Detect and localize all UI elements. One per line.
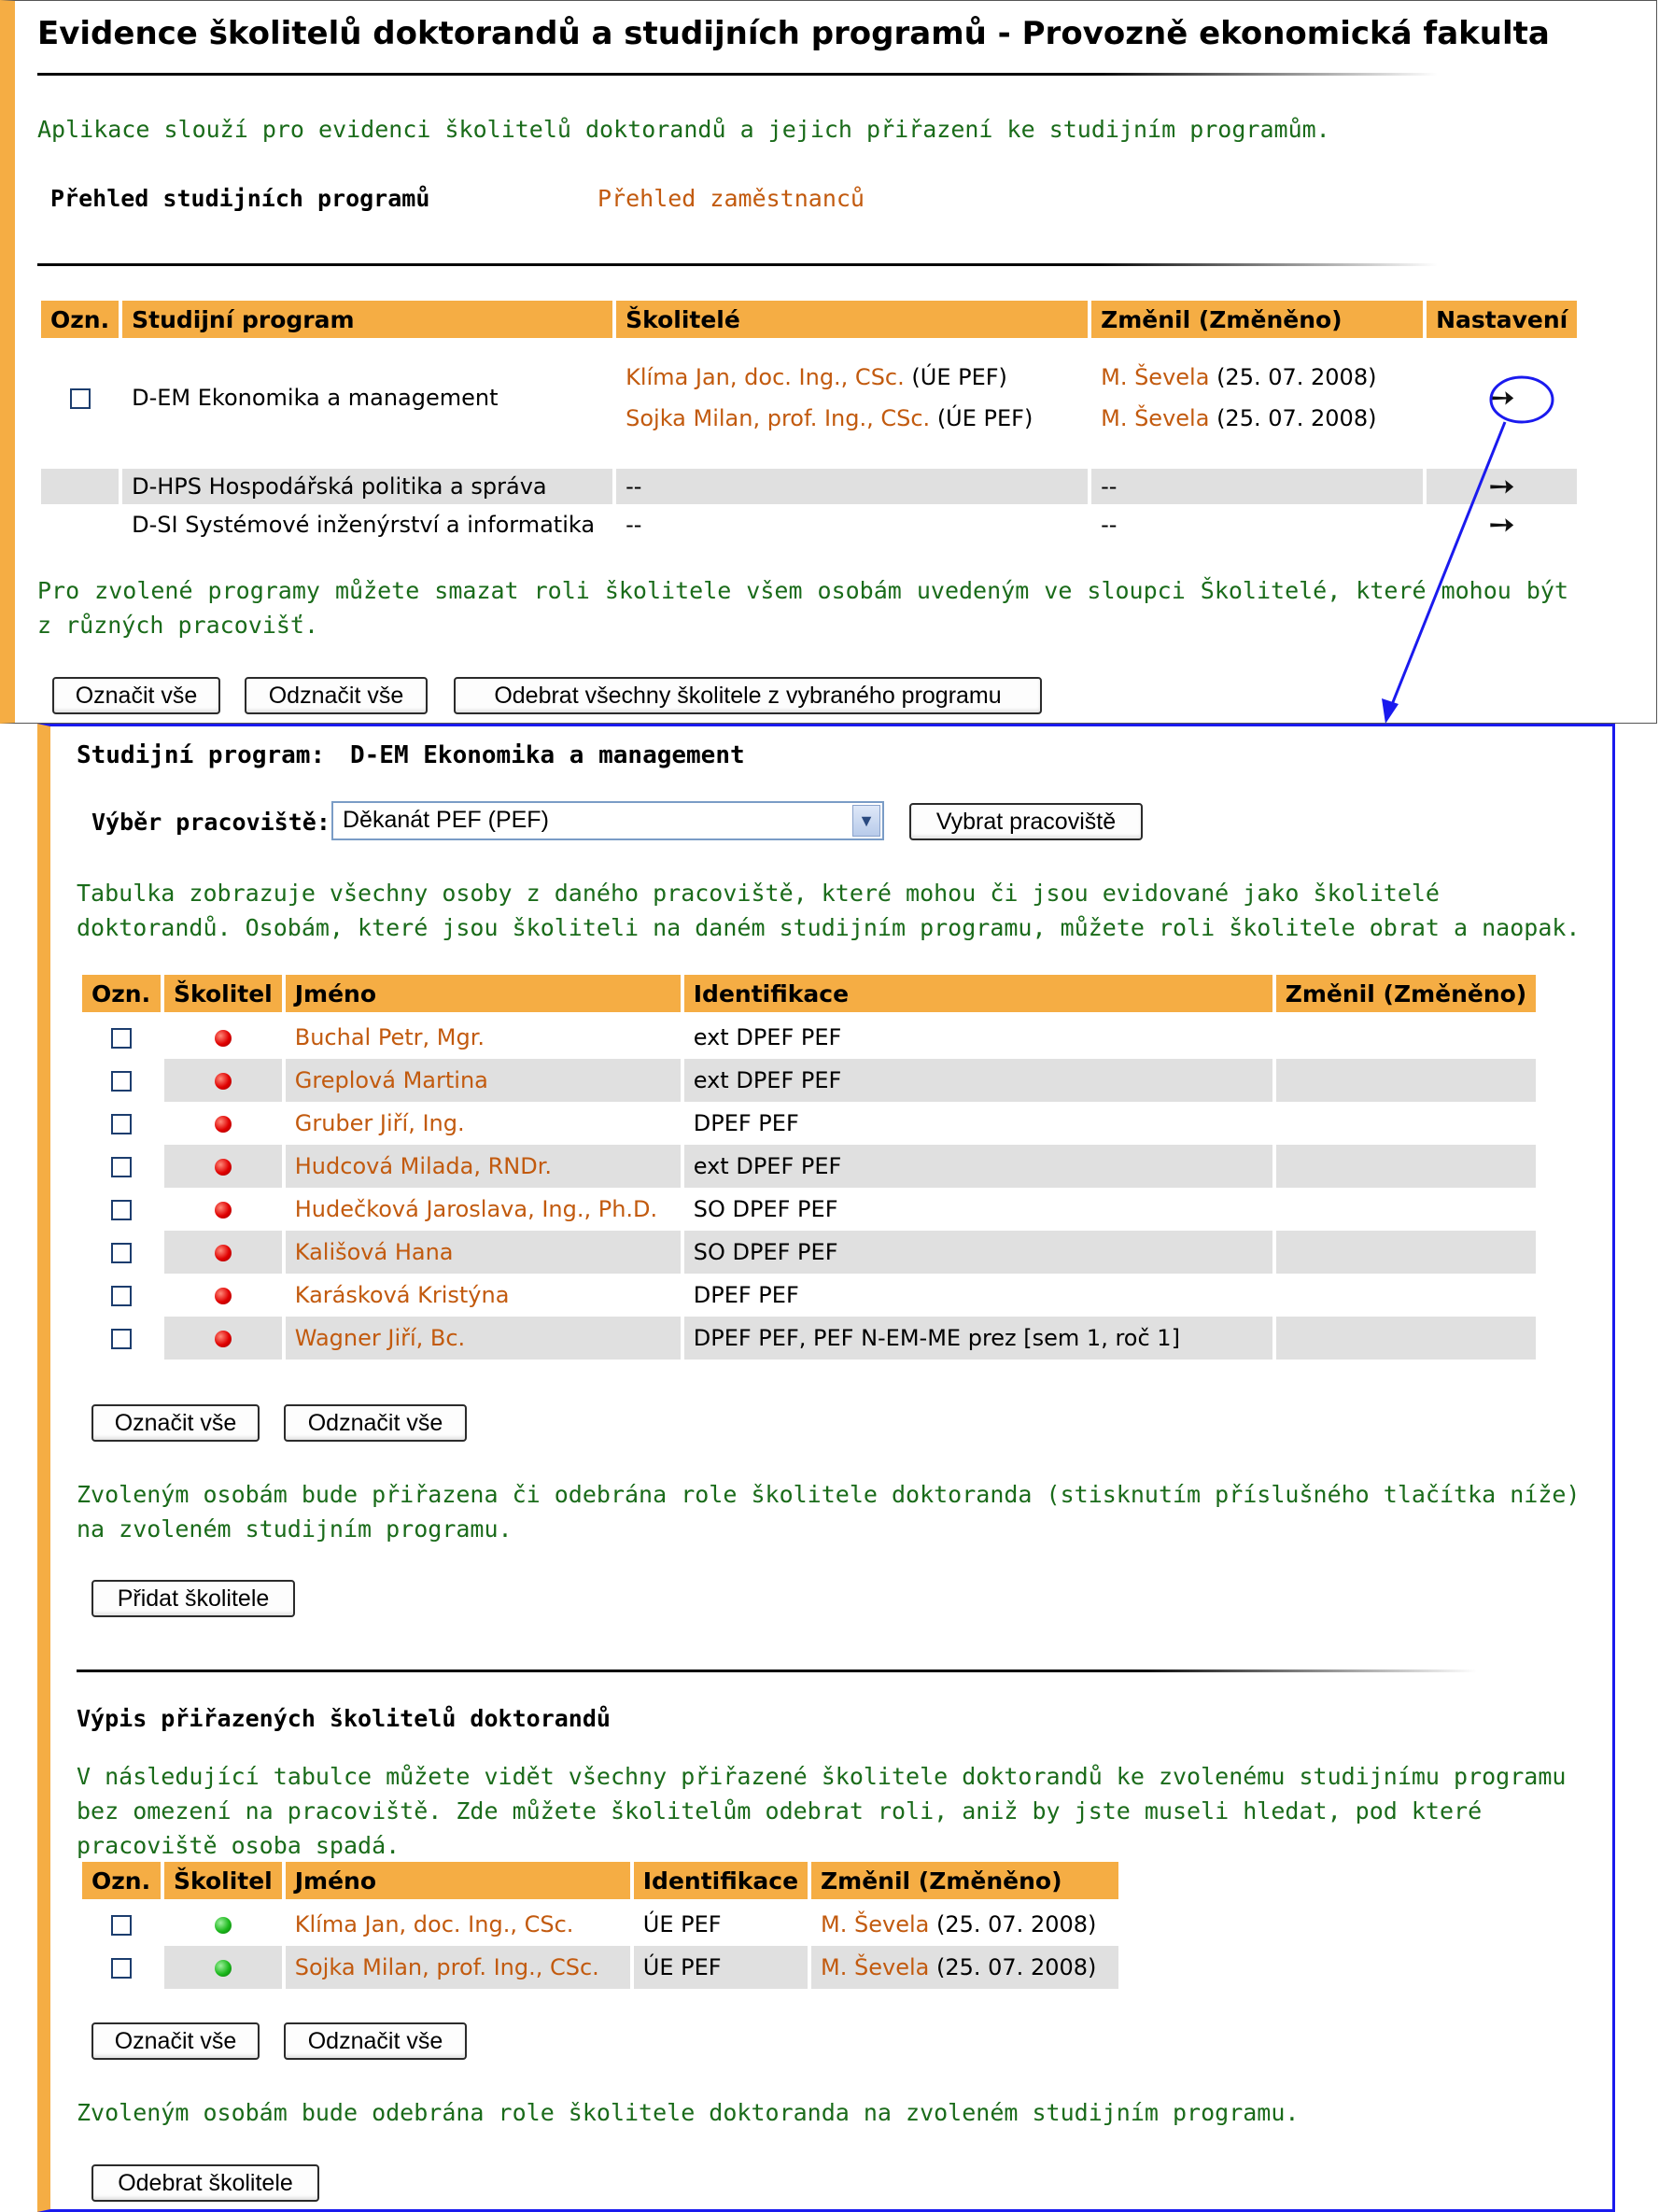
person-changed — [1276, 1059, 1536, 1102]
changed-by-link[interactable]: M. Ševela — [821, 1954, 930, 1980]
assigned-name-link[interactable]: Klíma Jan, doc. Ing., CSc. — [294, 1911, 574, 1937]
assigned-note: V následující tabulce můžete vidět všechny přiřazené školitele doktorandů ke zvolenému studijnímu programu bez omezení na pracoviště. Zde můžete školitelům odebrat roli, aniž by jste museli hledat, pod které pracoviště osoba spadá. — [77, 1763, 1567, 1859]
col-supervisors: Školitelé — [616, 301, 1088, 342]
remove-supervisor-button[interactable]: Odebrat školitele — [91, 2164, 319, 2202]
table-row — [82, 1946, 1118, 1989]
intro-text: Aplikace slouží pro evidenci školitelů doktorandů a jejich přiřazení ke studijním programům. — [37, 116, 1330, 143]
check-all-button[interactable]: Označit vše — [52, 677, 220, 714]
col-identification: Identifikace — [684, 975, 1272, 1016]
col-supervisor-status: Školitel — [164, 1862, 282, 1903]
person-name-link[interactable]: Gruber Jiří, Ing. — [294, 1110, 465, 1136]
changed-at: (25. 07. 2008) — [1216, 405, 1377, 431]
col-changed: Změnil (Změněno) — [1276, 975, 1536, 1016]
supervisor-unit: (ÚE PEF) — [911, 364, 1007, 390]
col-changed: Změnil (Změněno) — [1091, 301, 1423, 342]
person-name-link[interactable]: Buchal Petr, Mgr. — [294, 1024, 485, 1050]
person-checkbox[interactable] — [111, 1329, 132, 1349]
supervisors-empty: -- — [616, 469, 1088, 504]
person-changed — [1276, 1145, 1536, 1188]
settings-arrow-icon[interactable]: ➙ — [1488, 468, 1515, 505]
programs-note: Pro zvolené programy můžete smazat roli školitele všem osobám uvedeným ve sloupci Školitelé, které mohou být z různých pracovišť. — [37, 577, 1568, 639]
person-identification: SO DPEF PEF — [684, 1231, 1272, 1274]
table-row — [82, 1274, 1536, 1317]
nav-programs: Přehled studijních programů — [50, 185, 430, 212]
not-supervisor-status-icon — [215, 1073, 232, 1090]
person-name-link[interactable]: Hudečková Jaroslava, Ing., Ph.D. — [294, 1196, 658, 1222]
table-row — [82, 1059, 1536, 1102]
person-changed — [1276, 1274, 1536, 1317]
workplace-select-value: Děkanát PEF (PEF) — [343, 807, 549, 833]
person-checkbox[interactable] — [111, 1200, 132, 1220]
table-row — [82, 1188, 1536, 1231]
col-program: Studijní program — [122, 301, 612, 342]
person-checkbox[interactable] — [111, 1114, 132, 1134]
not-supervisor-status-icon — [215, 1331, 232, 1347]
supervisor-link[interactable]: Sojka Milan, prof. Ing., CSc. — [626, 405, 931, 431]
person-checkbox[interactable] — [111, 1071, 132, 1092]
person-name-link[interactable]: Wagner Jiří, Bc. — [294, 1325, 466, 1351]
col-mark: Ozn. — [41, 301, 119, 342]
settings-arrow-icon[interactable]: ➙ — [1488, 379, 1515, 416]
changed-at: (25. 07. 2008) — [935, 1911, 1097, 1937]
not-supervisor-status-icon — [215, 1159, 232, 1176]
person-name-link[interactable]: Karásková Kristýna — [294, 1282, 510, 1308]
nav-employees-link[interactable]: Přehled zaměstnanců — [598, 185, 865, 212]
program-name: D-HPS Hospodářská politika a správa — [122, 469, 612, 504]
changed-at: (25. 07. 2008) — [935, 1954, 1097, 1980]
is-supervisor-status-icon — [215, 1917, 232, 1934]
section-divider — [77, 1670, 1477, 1672]
col-supervisor-status: Školitel — [164, 975, 282, 1016]
workplace-select[interactable] — [331, 801, 884, 840]
table-row — [82, 1903, 1118, 1946]
person-identification: ext DPEF PEF — [684, 1059, 1272, 1102]
uncheck-all-assigned-button[interactable]: Odznačit vše — [284, 2022, 467, 2060]
person-identification: SO DPEF PEF — [693, 1196, 838, 1222]
check-all-people-button[interactable]: Označit vše — [91, 1404, 260, 1442]
person-name-link[interactable]: Greplová Martina — [294, 1067, 488, 1093]
not-supervisor-status-icon — [215, 1116, 232, 1133]
detail-program-label: Studijní program: — [77, 741, 326, 769]
changed-by-link[interactable]: M. Ševela — [1101, 405, 1210, 431]
assigned-section-title: Výpis přiřazených školitelů doktorandů — [77, 1705, 611, 1732]
col-name: Jméno — [286, 1862, 630, 1903]
callout-circle — [1491, 377, 1553, 422]
person-changed — [1276, 1102, 1536, 1145]
person-identification: ext DPEF PEF — [684, 1145, 1272, 1188]
callout-line — [1389, 422, 1505, 712]
assigned-identification: ÚE PEF — [642, 1911, 722, 1937]
page-title: Evidence školitelů doktorandů a studijních programů - Provozně ekonomická fakulta — [37, 15, 1550, 52]
settings-arrow-icon[interactable]: ➙ — [1488, 506, 1515, 543]
person-changed — [1276, 1188, 1536, 1231]
person-checkbox[interactable] — [111, 1157, 132, 1177]
not-supervisor-status-icon — [215, 1288, 232, 1304]
col-settings: Nastavení — [1427, 301, 1577, 342]
not-supervisor-status-icon — [215, 1202, 232, 1219]
table-row — [82, 1317, 1536, 1360]
col-mark: Ozn. — [82, 975, 161, 1016]
assigned-table — [78, 1862, 1122, 1989]
person-changed — [1276, 1231, 1536, 1274]
changed-at: (25. 07. 2008) — [1216, 364, 1377, 390]
workplace-label: Výběr pracoviště: — [91, 809, 330, 836]
detail-program-value: D-EM Ekonomika a management — [350, 741, 745, 769]
remove-note: Zvoleným osobám bude odebrána role školitele doktoranda na zvoleném studijním programu. — [77, 2099, 1300, 2126]
assigned-name-link[interactable]: Sojka Milan, prof. Ing., CSc. — [294, 1954, 599, 1980]
assigned-identification: ÚE PEF — [634, 1946, 808, 1989]
person-identification: DPEF PEF — [693, 1282, 799, 1308]
person-checkbox[interactable] — [111, 1028, 132, 1049]
table-row — [82, 1231, 1536, 1274]
person-checkbox[interactable] — [111, 1286, 132, 1306]
uncheck-all-button[interactable]: Odznačit vše — [245, 677, 428, 714]
assigned-checkbox[interactable] — [111, 1958, 132, 1979]
col-name: Jméno — [286, 975, 681, 1016]
chevron-down-icon[interactable]: ▼ — [852, 805, 880, 837]
check-all-assigned-button[interactable]: Označit vše — [91, 2022, 260, 2060]
is-supervisor-status-icon — [215, 1960, 232, 1977]
remove-all-supervisors-button[interactable]: Odebrat všechny školitele z vybraného programu — [454, 677, 1042, 714]
uncheck-all-people-button[interactable]: Odznačit vše — [284, 1404, 467, 1442]
table-row — [82, 1102, 1536, 1145]
program-name: D-SI Systémové inženýrství a informatika — [132, 512, 596, 538]
not-supervisor-status-icon — [215, 1245, 232, 1261]
supervisor-unit: (ÚE PEF) — [936, 405, 1033, 431]
person-identification: DPEF PEF — [693, 1110, 799, 1136]
callout-annotation — [0, 0, 1659, 747]
col-changed: Změnil (Změněno) — [811, 1862, 1118, 1903]
person-changed — [1276, 1317, 1536, 1360]
table-row — [82, 1016, 1536, 1059]
not-supervisor-status-icon — [215, 1030, 232, 1047]
changed-by-link[interactable]: M. Ševela — [821, 1911, 930, 1937]
people-table — [78, 975, 1539, 1360]
person-name-link[interactable]: Hudcová Milada, RNDr. — [294, 1153, 553, 1179]
changed-by-link[interactable]: M. Ševela — [1101, 364, 1210, 390]
callout-arrowhead — [1382, 698, 1399, 724]
person-checkbox[interactable] — [111, 1243, 132, 1263]
changed-empty: -- — [1091, 469, 1423, 504]
supervisors-empty: -- — [626, 512, 642, 538]
program-name: D-EM Ekonomika a management — [132, 385, 499, 411]
person-name-link[interactable]: Kališová Hana — [294, 1239, 454, 1265]
person-identification: ext DPEF PEF — [693, 1024, 842, 1050]
person-changed — [1276, 1016, 1536, 1059]
person-identification: DPEF PEF, PEF N-EM-ME prez [sem 1, roč 1] — [684, 1317, 1272, 1360]
add-supervisor-button[interactable]: Přidat školitele — [91, 1580, 295, 1617]
col-identification: Identifikace — [634, 1862, 808, 1903]
col-mark: Ozn. — [82, 1862, 161, 1903]
assigned-checkbox[interactable] — [111, 1915, 132, 1936]
select-workplace-button[interactable]: Vybrat pracoviště — [909, 803, 1143, 840]
supervisor-link[interactable]: Klíma Jan, doc. Ing., CSc. — [626, 364, 905, 390]
changed-empty: -- — [1101, 512, 1118, 538]
table-row — [82, 1145, 1536, 1188]
people-table-note: Tabulka zobrazuje všechny osoby z daného pracoviště, které mohou či jsou evidované jako školitelé doktorandů. Osobám, které jsou školiteli na daném studijním programu, můžete roli školitele obrat a naopak. — [77, 880, 1581, 941]
assign-note: Zvoleným osobám bude přiřazena či odebrána role školitele doktoranda (stisknutím příslušného tlačítka níže) na zvoleném studijním programu. — [77, 1481, 1581, 1543]
